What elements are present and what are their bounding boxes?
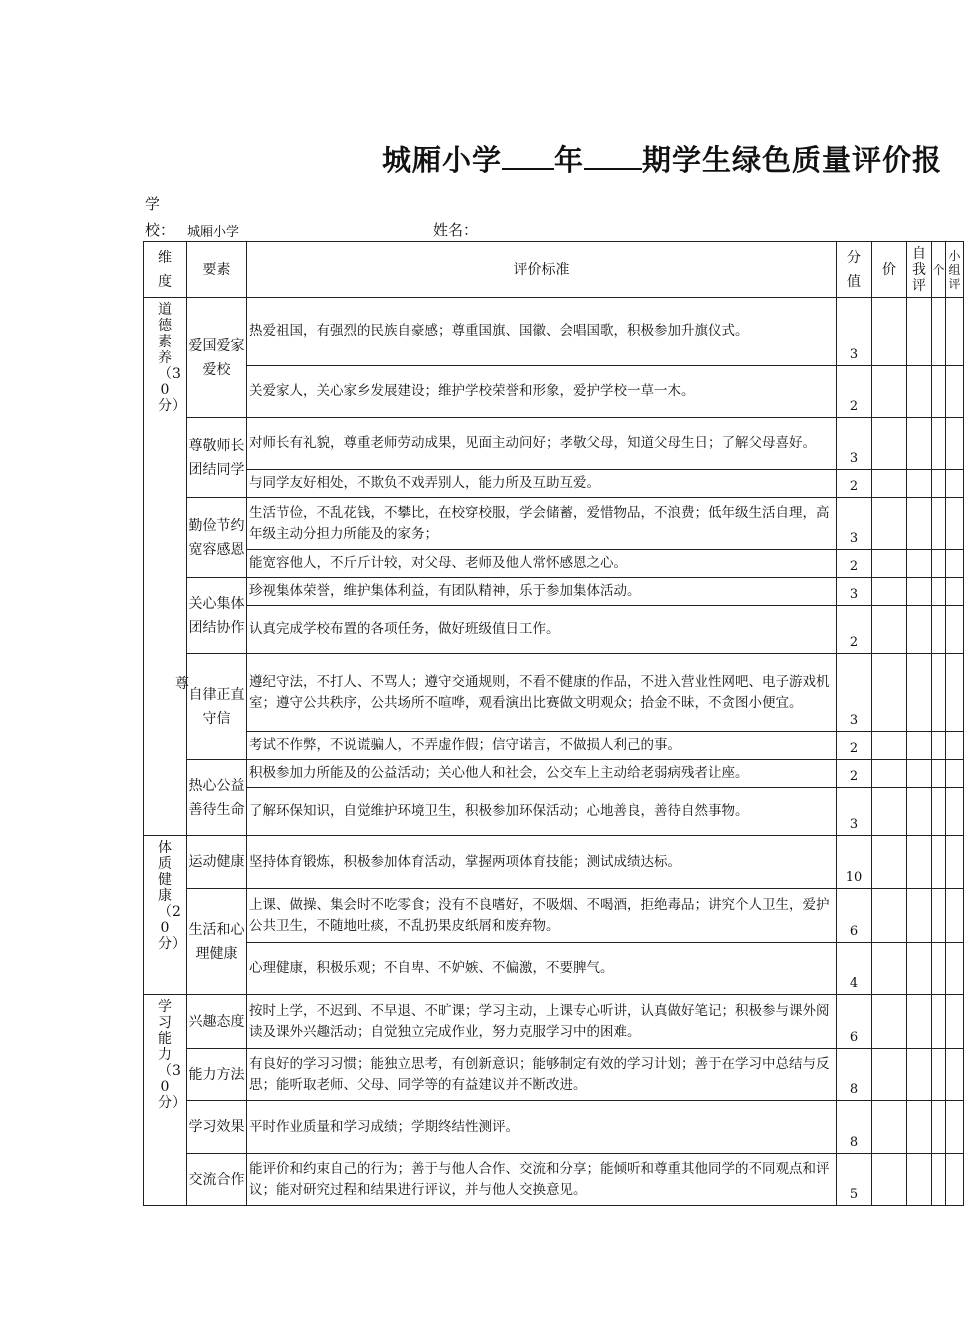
standard-cell: 遵纪守法，不打人、不骂人；遵守交通规则，不看不健康的作品，不进入营业性网吧、电子游戏机室；遵守公共秩序，公共场所不喧哗，观看演出比赛做文明观众；拾金不昧，不贪图小便宜。 (247, 654, 837, 732)
standard-cell: 能宽容他人，不斤斤计较，对父母、老师及他人常怀感恩之心。 (247, 550, 837, 578)
table-row (144, 366, 964, 418)
standard-cell: 坚持体育锻炼，积极参加体育活动，掌握两项体育技能；测试成绩达标。 (247, 836, 837, 889)
score-cell: 3 (837, 418, 872, 470)
element-cell: 生活和心理健康 (187, 889, 247, 995)
table-row (144, 1101, 964, 1154)
table-row (144, 943, 964, 995)
table-row (144, 298, 964, 366)
score-cell: 2 (837, 606, 872, 654)
score-cell: 4 (837, 943, 872, 995)
standard-cell: 能评价和约束自己的行为；善于与他人合作、交流和分享；能倾听和尊重其他同学的不同观点和评议；能对研究过程和结果进行评议，并与他人交换意见。 (247, 1154, 837, 1206)
element-cell: 交流合作 (187, 1154, 247, 1206)
name-label: 姓名： (433, 221, 479, 239)
table-row (144, 470, 964, 498)
score-cell: 3 (837, 788, 872, 836)
element-cell: 关心集体团结协作 (187, 578, 247, 654)
header-standard: 评价标准 (247, 242, 837, 298)
school-name: 城厢小学 (187, 225, 240, 240)
element-cell: 尊 自律正直守信 (187, 654, 247, 760)
standard-cell: 有良好的学习习惯；能独立思考，有创新意识；能够制定有效的学习计划；善于在学习中总结与反思；能听取老师、父母、同学等的有益建议并不断改进。 (247, 1049, 837, 1101)
element-cell: 勤俭节约宽容感恩 (187, 498, 247, 578)
element-cell: 尊敬师长团结同学 (187, 418, 247, 498)
standard-cell: 热爱祖国，有强烈的民族自豪感；尊重国旗、国徽、会唱国歌，积极参加升旗仪式。 (247, 298, 837, 366)
score-cell: 3 (837, 654, 872, 732)
score-cell: 8 (837, 1049, 872, 1101)
header-self-eval: 自我评 (907, 242, 932, 298)
element-cell: 爱国爱家爱校 (187, 298, 247, 418)
dimension-physical: 体质健康（20分） (144, 836, 187, 995)
score-cell: 2 (837, 760, 872, 788)
table-row (144, 654, 964, 732)
standard-cell: 了解环保知识，自觉维护环境卫生，积极参加环保活动；心地善良，善待自然事物。 (247, 788, 837, 836)
element-prefix: 尊 (175, 676, 189, 692)
standard-cell: 关爱家人，关心家乡发展建设；维护学校荣誉和形象，爱护学校一草一木。 (247, 366, 837, 418)
table-row (144, 732, 964, 760)
evaluation-table (143, 241, 964, 1206)
standard-cell: 对师长有礼貌，尊重老师劳动成果，见面主动问好；孝敬父母，知道父母生日；了解父母喜好。 (247, 418, 837, 470)
element-cell: 热心公益善待生命 (187, 760, 247, 836)
header-score: 分值 (837, 242, 872, 298)
header-col5: 价 (872, 242, 907, 298)
score-cell: 2 (837, 470, 872, 498)
table-row (144, 1049, 964, 1101)
table-row (144, 1154, 964, 1206)
table-row (144, 498, 964, 550)
score-cell: 6 (837, 889, 872, 943)
standard-cell: 积极参加力所能及的公益活动；关心他人和社会，公交车上主动给老弱病残者让座。 (247, 760, 837, 788)
header-group-eval: 小组评 (946, 242, 964, 298)
element-cell: 能力方法 (187, 1049, 247, 1101)
table-row (144, 760, 964, 788)
table-row (144, 606, 964, 654)
table-row (144, 550, 964, 578)
standard-cell: 珍视集体荣誉，维护集体利益，有团队精神，乐于参加集体活动。 (247, 578, 837, 606)
score-cell: 2 (837, 366, 872, 418)
header-dimension: 维度 (144, 242, 187, 298)
year-blank (502, 146, 554, 170)
term-blank (584, 146, 642, 170)
dimension-learning: 学习能力（30分） (144, 995, 187, 1206)
table-row (144, 836, 964, 889)
standard-cell: 按时上学，不迟到、不早退、不旷课；学习主动，上课专心听讲，认真做好笔记；积极参与课外阅读及课外兴趣活动；自觉独立完成作业，努力克服学习中的困难。 (247, 995, 837, 1049)
score-cell: 5 (837, 1154, 872, 1206)
score-cell: 3 (837, 578, 872, 606)
standard-cell: 考试不作弊，不说谎骗人，不弄虚作假；信守诺言，不做损人利己的事。 (247, 732, 837, 760)
standard-cell: 生活节俭，不乱花钱，不攀比，在校穿校服，学会储蓄，爱惜物品，不浪费；低年级生活自理，高年级主动分担力所能及的家务； (247, 498, 837, 550)
page-title: 城厢小学 年 期学生绿色质量评价报 (382, 143, 943, 177)
standard-cell: 上课、做操、集会时不吃零食；没有不良嗜好，不吸烟、不喝酒，拒绝毒品；讲究个人卫生，爱护公共卫生，不随地吐痰，不乱扔果皮纸屑和废弃物。 (247, 889, 837, 943)
header-col7: 个 (932, 242, 946, 298)
element-cell: 运动健康 (187, 836, 247, 889)
score-cell: 10 (837, 836, 872, 889)
table-row (144, 578, 964, 606)
score-cell: 3 (837, 298, 872, 366)
score-cell: 8 (837, 1101, 872, 1154)
score-cell: 2 (837, 550, 872, 578)
standard-cell: 心理健康，积极乐观；不自卑、不妒嫉、不偏激，不要脾气。 (247, 943, 837, 995)
table-row (144, 889, 964, 943)
score-cell: 6 (837, 995, 872, 1049)
table-header-row (144, 242, 964, 298)
school-label-line2: 校： (145, 221, 176, 239)
standard-cell: 平时作业质量和学习成绩；学期终结性测评。 (247, 1101, 837, 1154)
header-element: 要素 (187, 242, 247, 298)
element-cell: 学习效果 (187, 1101, 247, 1154)
table-row (144, 788, 964, 836)
table-row (144, 995, 964, 1049)
standard-cell: 与同学友好相处，不欺负不戏弄别人，能力所及互助互爱。 (247, 470, 837, 498)
score-cell: 2 (837, 732, 872, 760)
table-row (144, 418, 964, 470)
element-cell: 兴趣态度 (187, 995, 247, 1049)
score-cell: 3 (837, 498, 872, 550)
dimension-moral: 道德素养（30分） (144, 298, 187, 836)
school-label-line1: 学 (145, 195, 161, 213)
standard-cell: 认真完成学校布置的各项任务，做好班级值日工作。 (247, 606, 837, 654)
